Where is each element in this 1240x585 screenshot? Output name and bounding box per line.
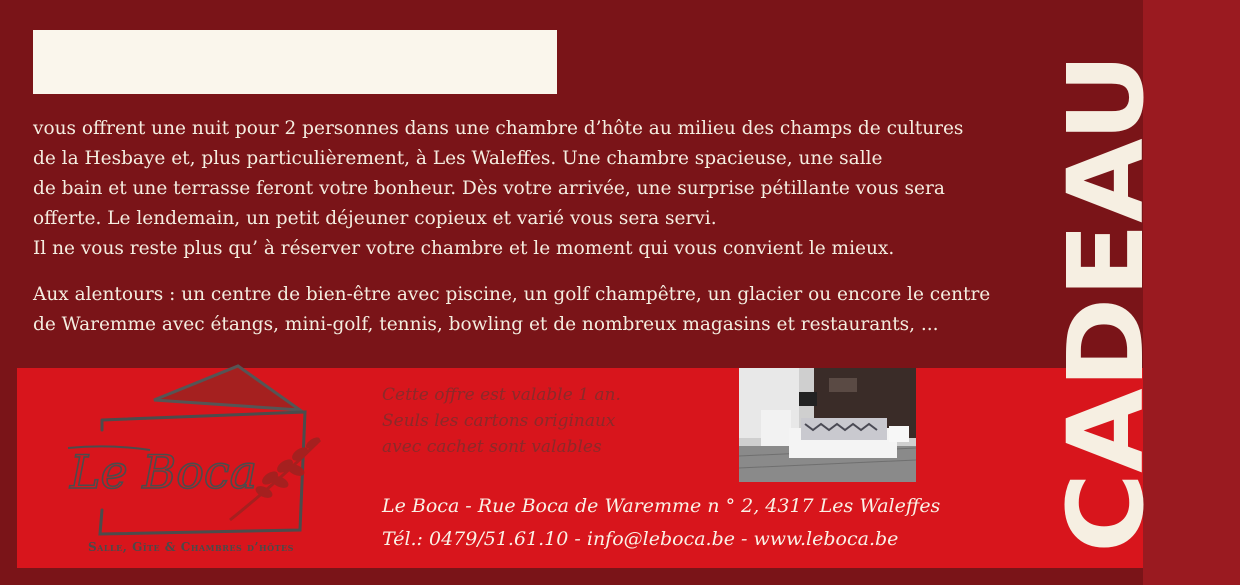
intro-line: de bain et une terrasse feront votre bonheur. Dès votre arrivée, une surprise pétillante vous sera — [33, 178, 945, 199]
contact-address: Le Boca - Rue Boca de Waremme n ° 2, 4317 Les Waleffes — [382, 495, 941, 517]
intro-line: offerte. Le lendemain, un petit déjeuner copieux et varié vous sera servi. — [33, 208, 717, 229]
cadeau-title — [1045, 48, 1170, 558]
logo-name: Le Boca — [70, 445, 258, 499]
contact-phone-email-web: Tél.: 0479/51.61.10 - info@leboca.be - www.leboca.be — [382, 528, 899, 550]
surroundings-line: Aux alentours : un centre de bien-être avec piscine, un golf champêtre, un glacier ou encore le centre — [33, 284, 991, 305]
intro-line: vous offrent une nuit pour 2 personnes dans une chambre d’hôte au milieu des champs de cultures — [33, 118, 964, 139]
voucher-text — [33, 114, 1093, 340]
offer-line: avec cachet sont valables — [382, 437, 602, 457]
cadeau-text: CADEAU — [1045, 77, 1167, 553]
surroundings-paragraph — [33, 280, 1093, 340]
offer-validity — [382, 382, 621, 460]
le-boca-logo — [30, 360, 350, 560]
bedroom-photo — [739, 368, 916, 482]
intro-line: Il ne vous reste plus qu’ à réserver votre chambre et le moment qui vous convient le mieux. — [33, 238, 895, 259]
surroundings-line: de Waremme avec étangs, mini-golf, tennis, bowling et de nombreux magasins et restaurants, ... — [33, 314, 939, 335]
offer-line: Seuls les cartons originaux — [382, 411, 616, 431]
contact-info — [382, 490, 940, 556]
logo-subtitle: Salle, Gîte & Chambres d’hôtes — [88, 540, 294, 554]
intro-line: de la Hesbaye et, plus particulièrement, à Les Waleffes. Une chambre spacieuse, une salle — [33, 148, 883, 169]
recipient-name-box — [33, 30, 557, 94]
offer-line: Cette offre est valable 1 an. — [382, 385, 621, 405]
roof-icon — [154, 366, 300, 410]
intro-paragraph — [33, 114, 1093, 264]
